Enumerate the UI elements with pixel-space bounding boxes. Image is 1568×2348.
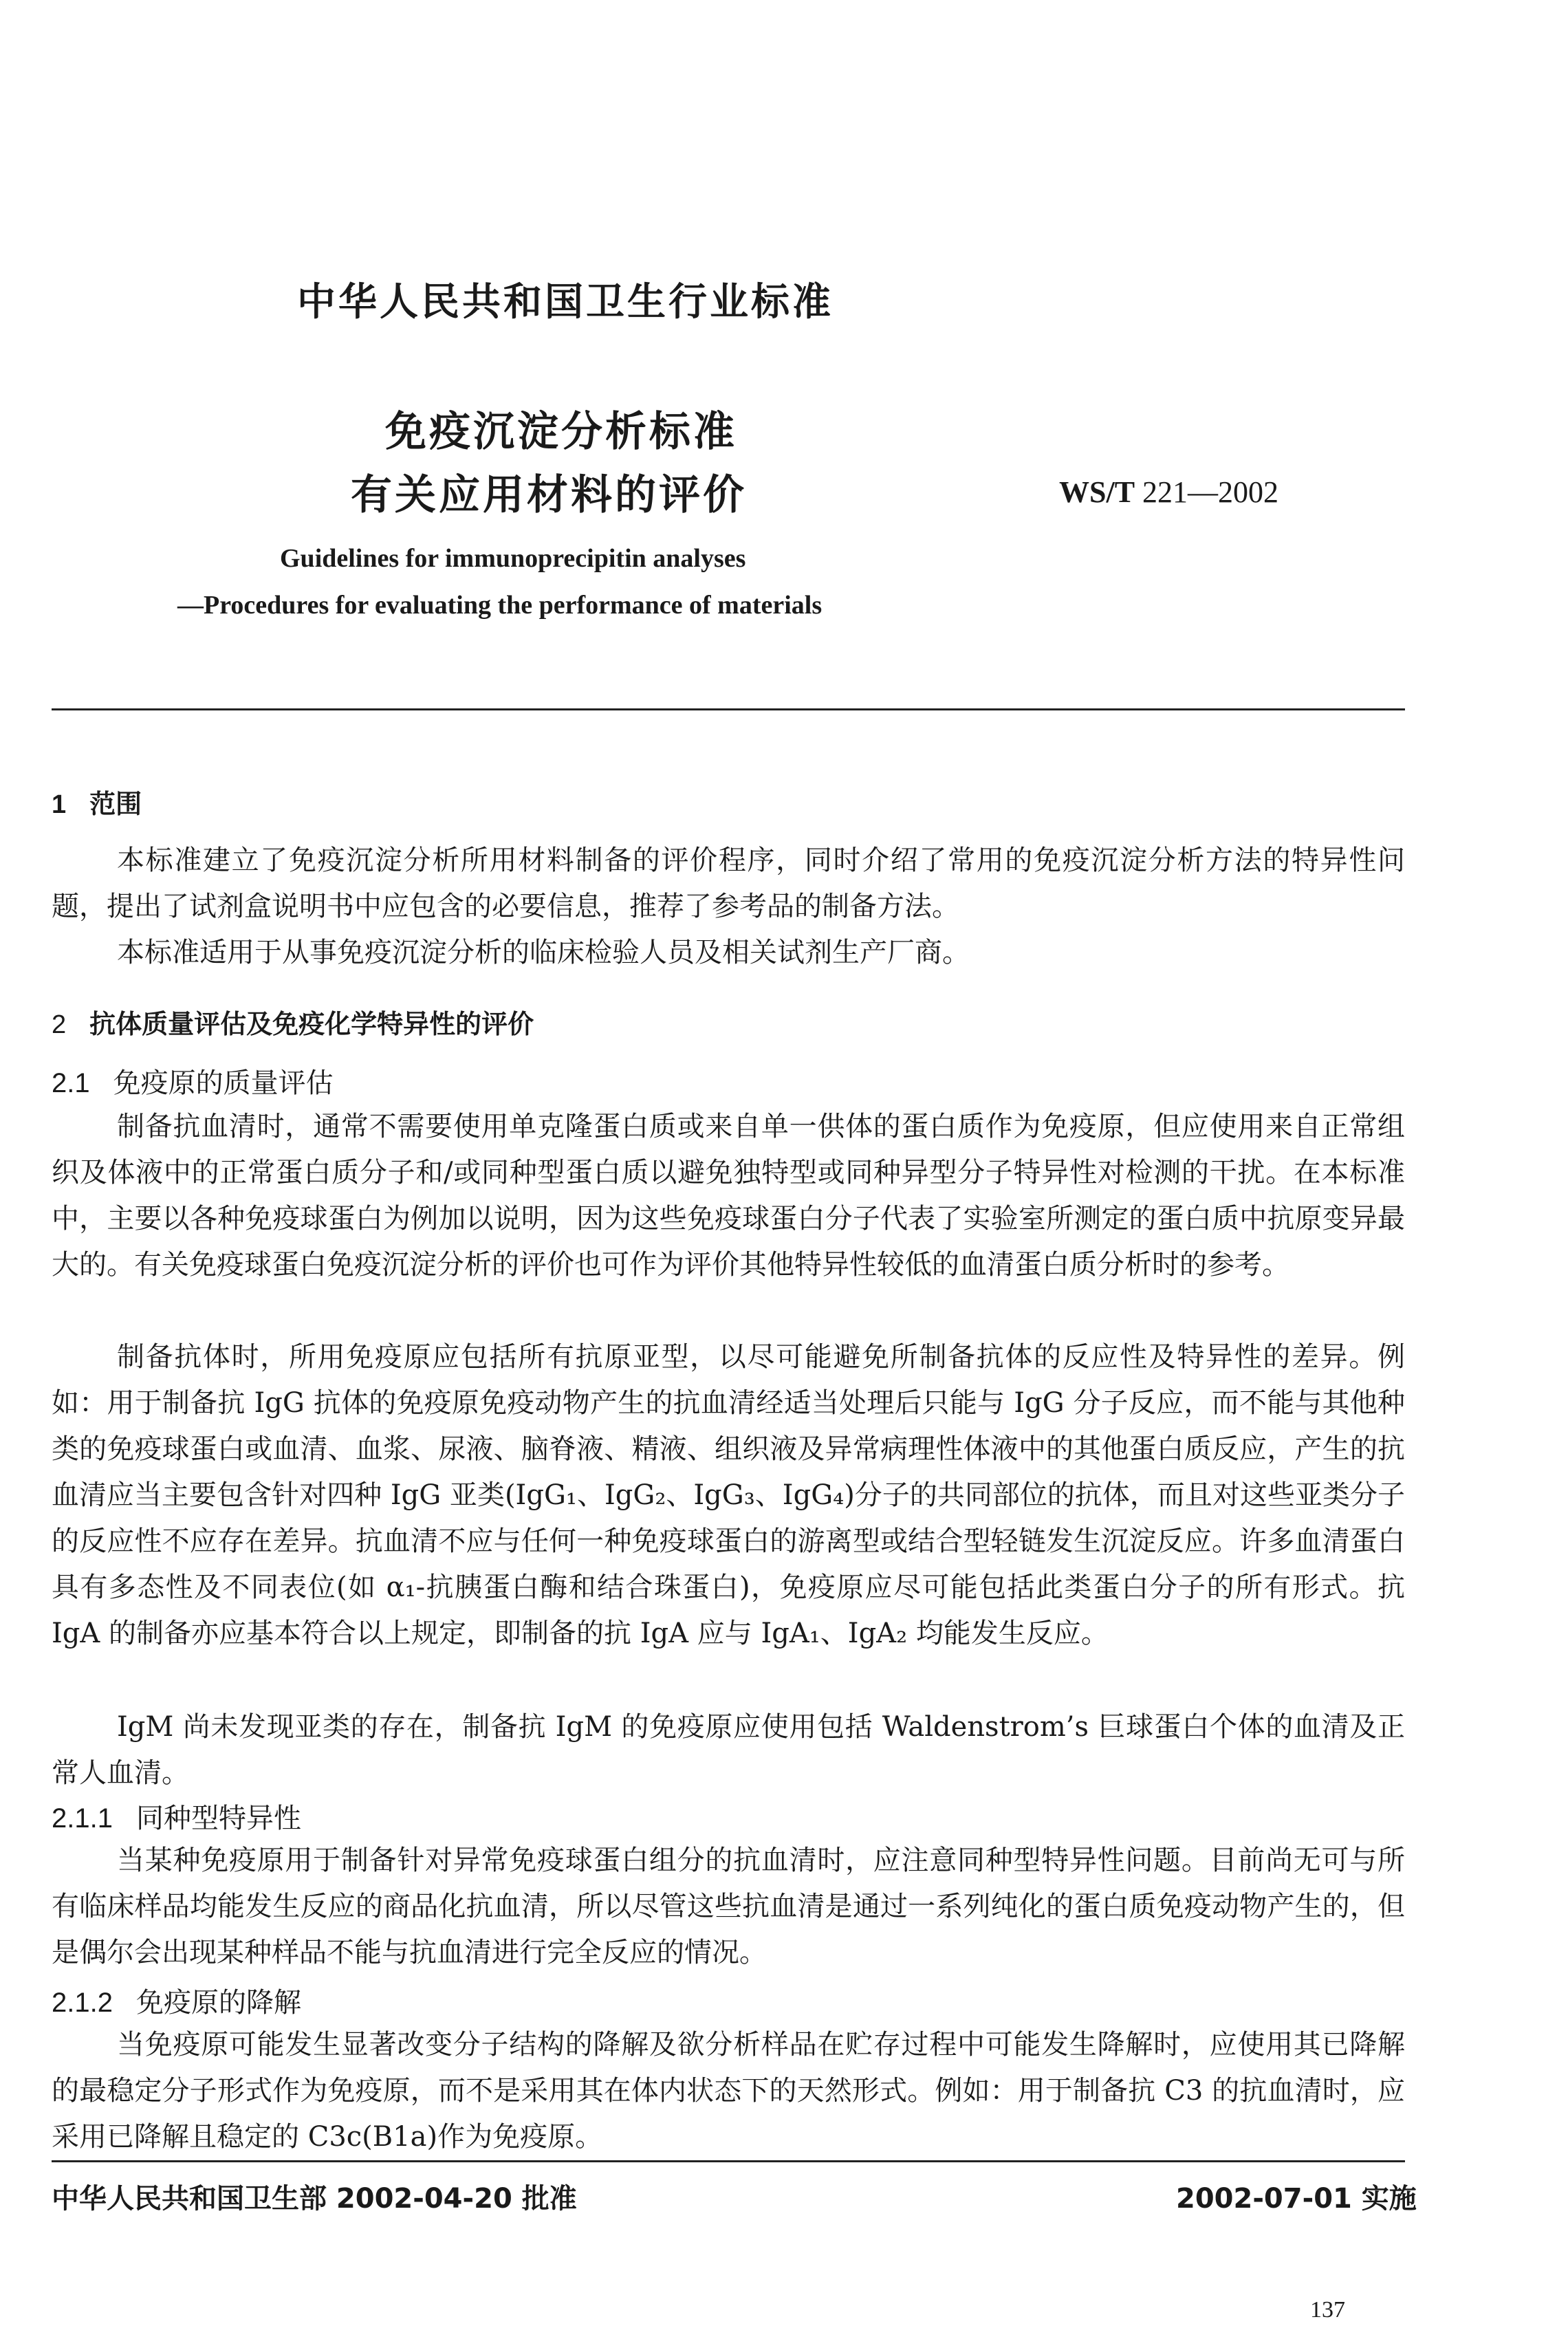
standard-code: 221—2002 (1142, 475, 1279, 509)
section-number: 2 (52, 1010, 67, 1039)
header-divider (52, 708, 1405, 710)
section-title: 范围 (89, 789, 142, 819)
standard-number (1059, 475, 1278, 510)
approval-date: 中华人民共和国卫生部 2002-04-20 批准 (52, 2183, 577, 2215)
section-2-1-paragraph-1: 制备抗血清时，通常不需要使用单克隆蛋白质或来自单一供体的蛋白质作为免疫原，但应使用来自正常组织及体液中的正常蛋白质分子和/或同种型蛋白质以避免独特型或同种异型分子特异性对检测的干扰。在本标准中，主要以各种免疫球蛋白为例加以说明，因为这些免疫球蛋白分子代表了实验室所测定的蛋白质中抗原变异最大的。有关免疫球蛋白免疫沉淀分析的评价也可作为评价其他特异性较低的血清蛋白质分析时的参考。 (52, 1111, 1405, 1281)
footer-divider (52, 2160, 1405, 2162)
section-1-heading (52, 783, 142, 820)
section-2-1-1-heading (52, 1796, 301, 1836)
section-number: 1 (52, 790, 67, 819)
section-2-1-paragraph-3: IgM 尚未发现亚类的存在，制备抗 IgM 的免疫原应使用包括 Waldenstrom’s 巨球蛋白个体的血清及正常人血清。 (52, 1711, 1405, 1789)
section-1-paragraph-2: 本标准适用于从事免疫沉淀分析的临床检验人员及相关试剂生产厂商。 (117, 937, 970, 968)
section-2-1-1-paragraph: 当某种免疫原用于制备针对异常免疫球蛋白组分的抗血清时，应注意同种型特异性问题。目前尚无可与所有临床样品均能发生反应的商品化抗血清，所以尽管这些抗血清是通过一系列纯化的蛋白质免疫动物产生的，但是偶尔会出现某种样品不能与抗血清进行完全反应的情况。 (52, 1845, 1405, 1968)
section-title: 免疫原的降解 (135, 1987, 301, 2019)
section-2-1-heading (52, 1061, 334, 1100)
english-title-line-2: —Procedures for evaluating the performance of materials (177, 591, 823, 620)
title-line-1: 免疫沉淀分析标准 (385, 408, 737, 456)
english-title-line-1: Guidelines for immunoprecipitin analyses (280, 544, 746, 573)
section-title: 免疫原的质量评估 (113, 1067, 334, 1099)
section-2-1-paragraph-2: 制备抗体时，所用免疫原应包括所有抗原亚型，以尽可能避免所制备抗体的反应性及特异性的差异。例如：用于制备抗 IgG 抗体的免疫原免疫动物产生的抗血清经适当处理后只能与 IgG 分子反应，而不能与其他种类的免疫球蛋白或血清、血浆、尿液、脑脊液、精液、组织液及异常病理性体液中的其他蛋白质反应，产生的抗血清应当主要包含针对四种 IgG 亚类(IgG₁、IgG₂、IgG₃、IgG₄)分子的共同部位的抗体，而且对这些亚类分子的反应性不应存在差异。抗血清不应与任何一种免疫球蛋白的游离型或结合型轻链发生沉淀反应。许多血清蛋白具有多态性及不同表位(如 α₁-抗胰蛋白酶和结合珠蛋白)，免疫原应尽可能包括此类蛋白分子的所有形式。抗 IgA 的制备亦应基本符合以上规定，即制备的抗 IgA 应与 IgA₁、IgA₂ 均能发生反应。 (52, 1341, 1405, 1649)
section-1-paragraph-1: 本标准建立了免疫沉淀分析所用材料制备的评价程序，同时介绍了常用的免疫沉淀分析方法的特异性问题，提出了试剂盒说明书中应包含的必要信息，推荐了参考品的制备方法。 (52, 845, 1405, 922)
section-number: 2.1.1 (52, 1803, 113, 1834)
section-2-heading (52, 1003, 534, 1041)
title-line-2: 有关应用材料的评价 (351, 471, 747, 519)
section-number: 2.1 (52, 1068, 90, 1098)
implementation-date: 2002-07-01 实施 (1176, 2183, 1417, 2215)
standard-organization: 中华人民共和国卫生行业标准 (297, 280, 834, 325)
section-title: 抗体质量评估及免疫化学特异性的评价 (89, 1009, 534, 1039)
section-2-1-2-heading (52, 1981, 301, 2020)
section-number: 2.1.2 (52, 1988, 113, 2018)
standard-prefix: WS/T (1059, 475, 1135, 509)
page-number: 137 (1310, 2297, 1345, 2323)
section-title: 同种型特异性 (135, 1803, 301, 1834)
section-2-1-2-paragraph: 当免疫原可能发生显著改变分子结构的降解及欲分析样品在贮存过程中可能发生降解时，应使用其已降解的最稳定分子形式作为免疫原，而不是采用其在体内状态下的天然形式。例如：用于制备抗 C3 的抗血清时，应采用已降解且稳定的 C3c(B1a)作为免疫原。 (52, 2029, 1405, 2153)
